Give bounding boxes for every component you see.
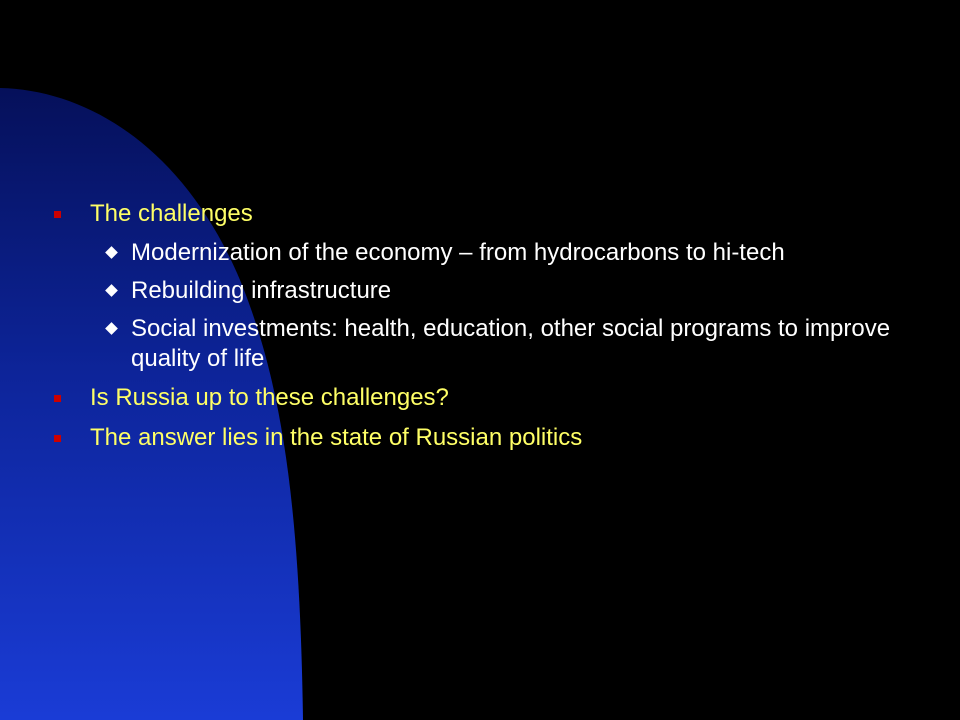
bullet-item	[50, 382, 910, 414]
bullet-text: The challenges	[90, 200, 253, 227]
red-square-bullet-icon	[54, 211, 61, 218]
sub-bullet-item	[50, 238, 910, 268]
sub-bullet-item	[50, 276, 910, 306]
bullet-item	[50, 422, 910, 454]
bullet-text: Is Russia up to these challenges?	[90, 384, 449, 411]
bullet-item	[50, 198, 910, 230]
white-diamond-bullet-icon	[105, 246, 118, 259]
red-square-bullet-icon	[54, 395, 61, 402]
sub-bullet-item	[50, 314, 910, 374]
sub-bullet-text: Social investments: health, education, other social programs to improve quality of life	[131, 315, 891, 372]
sub-bullet-text: Rebuilding infrastructure	[131, 277, 392, 304]
slide-body	[50, 198, 910, 462]
white-diamond-bullet-icon	[105, 284, 118, 297]
red-square-bullet-icon	[54, 435, 61, 442]
bullet-text: The answer lies in the state of Russian politics	[90, 424, 583, 451]
white-diamond-bullet-icon	[105, 322, 118, 335]
sub-bullet-text: Modernization of the economy – from hydrocarbons to hi-tech	[131, 239, 785, 266]
sub-bullet-list	[50, 238, 910, 374]
